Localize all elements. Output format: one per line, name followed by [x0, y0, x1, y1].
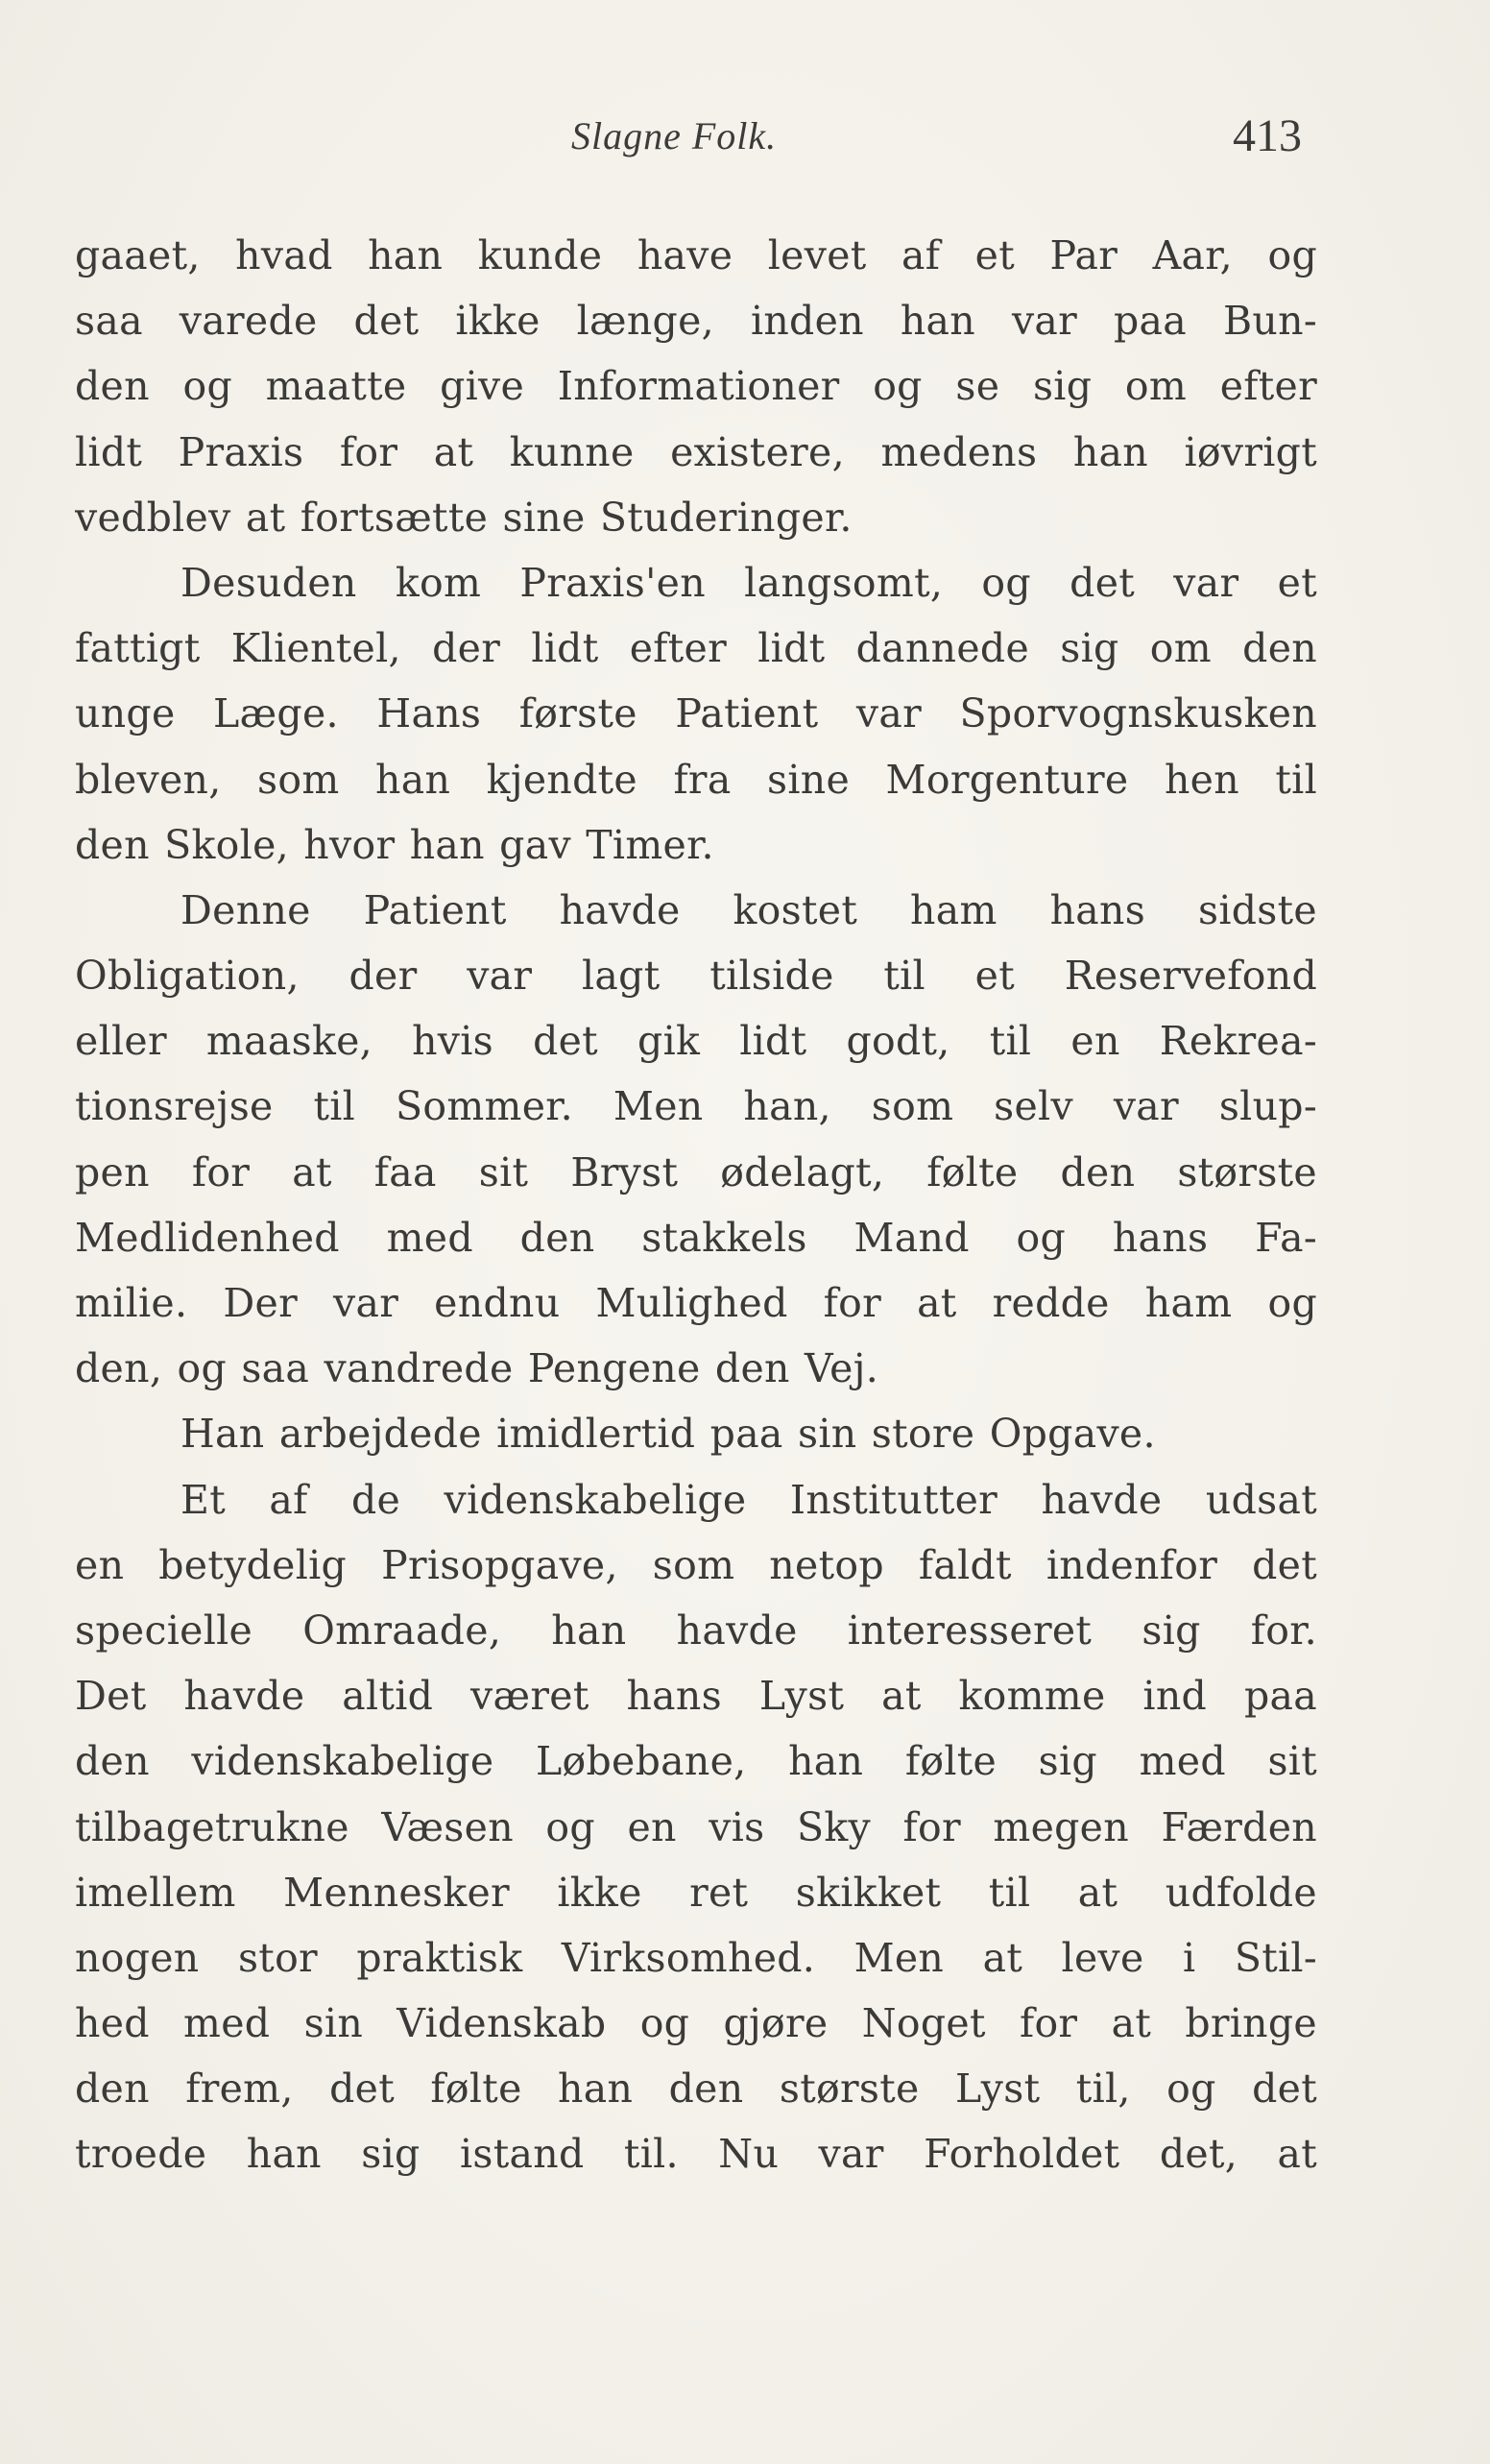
text-line: tionsrejse til Sommer. Men han, som selv var slup-: [75, 1083, 1317, 1130]
text-line: Obligation, der var lagt tilside til et Reservefond: [75, 953, 1317, 1000]
text-line: Desuden kom Praxis'en langsomt, og det var et: [180, 559, 1317, 606]
text-line: milie. Der var endnu Mulighed for at redde ham og: [75, 1280, 1317, 1326]
text-line: Denne Patient havde kostet ham hans sidste: [180, 886, 1317, 933]
text-line: unge Læge. Hans første Patient var Sporvognskusken: [75, 690, 1317, 737]
page-number: 413: [1233, 110, 1302, 161]
text-line: specielle Omraade, han havde interesseret sig for.: [75, 1606, 1317, 1654]
body-text: [75, 223, 1317, 2187]
text-line: den, og saa vandrede Pengene den Vej.: [75, 1345, 879, 1392]
text-line: bleven, som han kjendte fra sine Morgenture hen til: [75, 756, 1317, 803]
text-line: Han arbejdede imidlertid paa sin store Opgave.: [180, 1411, 1156, 1458]
text-line: fattigt Klientel, der lidt efter lidt dannede sig om den: [75, 625, 1317, 672]
running-title: Slagne Folk.: [571, 114, 778, 157]
text-line: den og maatte give Informationer og se sig om efter: [75, 363, 1317, 410]
text-line: troede han sig istand til. Nu var Forholdet det, at: [75, 2131, 1317, 2178]
text-line: Et af de videnskabelige Institutter havde udsat: [180, 1476, 1317, 1523]
text-line: den Skole, hvor han gav Timer.: [75, 821, 714, 868]
text-line: nogen stor praktisk Virksomhed. Men at leve i Stil-: [75, 1934, 1317, 1981]
text-line: eller maaske, hvis det gik lidt godt, til en Rekrea-: [75, 1018, 1317, 1065]
text-line: gaaet, hvad han kunde have levet af et Par Aar, og: [75, 232, 1317, 278]
text-line: saa varede det ikke længe, inden han var paa Bun-: [75, 298, 1317, 345]
text-line: vedblev at fortsætte sine Studeringer.: [75, 494, 853, 541]
text-line: den videnskabelige Løbebane, han følte sig med sit: [75, 1738, 1317, 1785]
text-line: en betydelig Prisopgave, som netop faldt indenfor det: [75, 1541, 1317, 1588]
text-line: Medlidenhed med den stakkels Mand og hans Fa-: [75, 1214, 1317, 1261]
text-line: tilbagetrukne Væsen og en vis Sky for megen Færden: [75, 1803, 1317, 1850]
text-line: den frem, det følte han den største Lyst til, og det: [75, 2065, 1317, 2113]
text-line: hed med sin Videnskab og gjøre Noget for at bringe: [75, 2000, 1317, 2047]
text-line: lidt Praxis for at kunne existere, medens han iøvrigt: [75, 428, 1317, 475]
text-line: Det havde altid været hans Lyst at komme ind paa: [75, 1673, 1317, 1720]
page-header: [0, 110, 1490, 171]
text-line: pen for at faa sit Bryst ødelagt, følte den største: [75, 1148, 1317, 1196]
text-line: imellem Mennesker ikke ret skikket til at udfolde: [75, 1869, 1317, 1916]
